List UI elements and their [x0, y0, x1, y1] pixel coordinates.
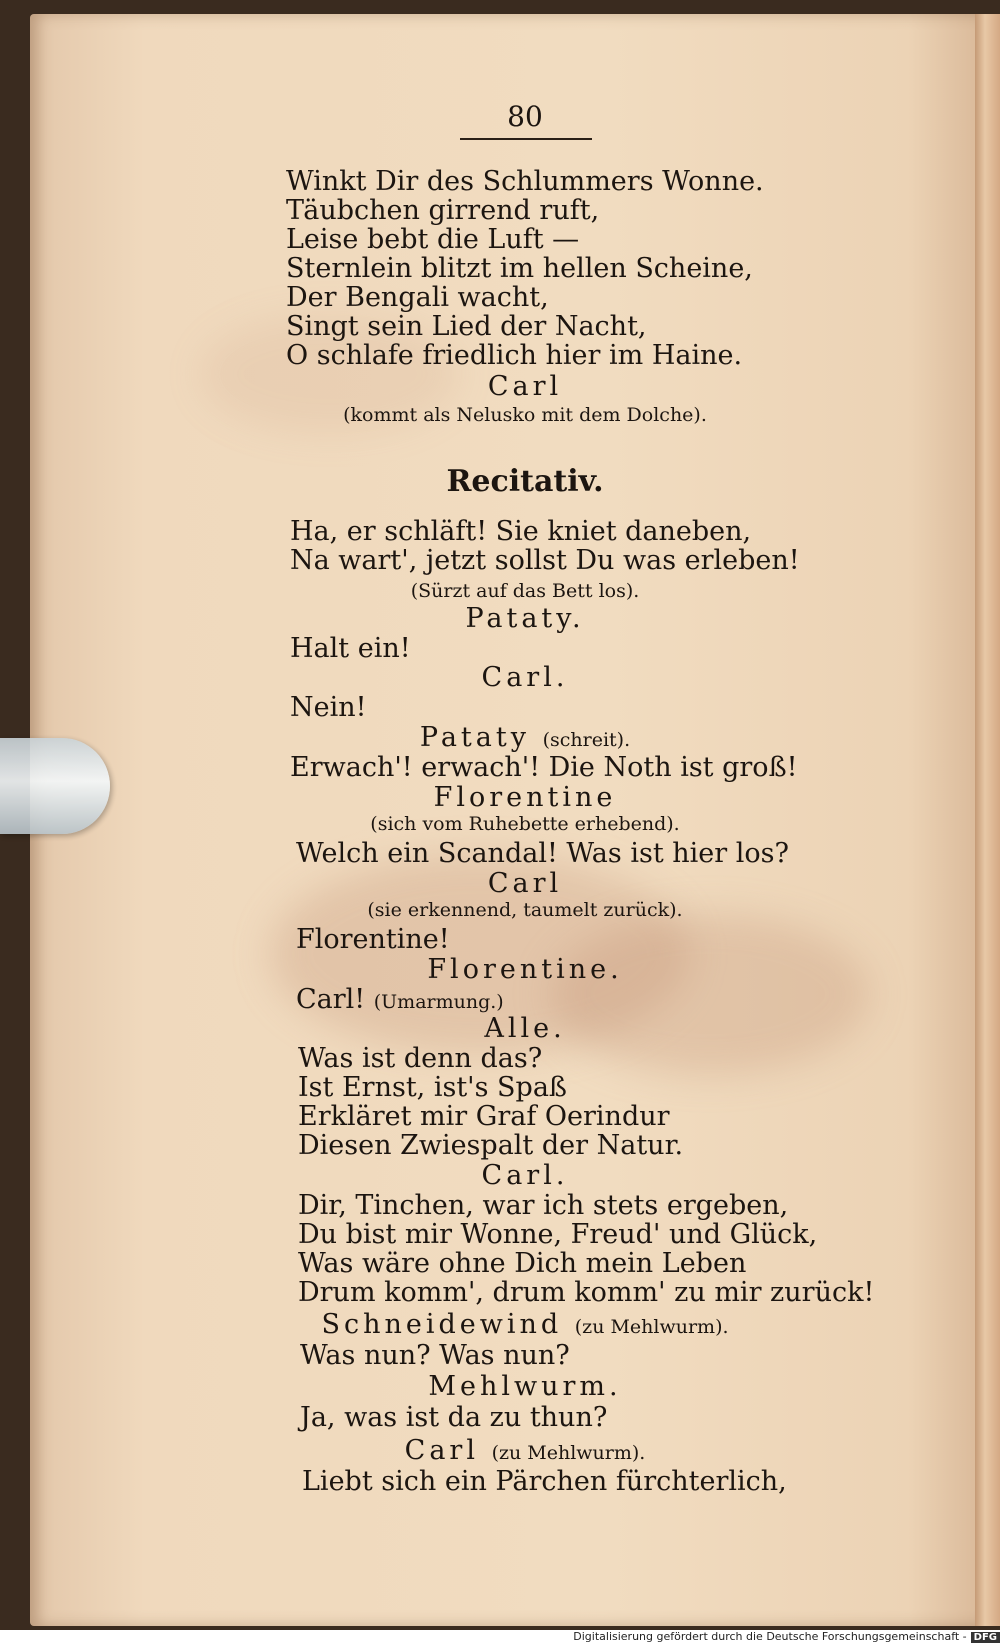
verse-line: Was wäre ohne Dich mein Leben	[298, 1248, 747, 1279]
stage-direction: (schreit).	[542, 729, 631, 751]
verse-line: Erkläret mir Graf Oerindur	[298, 1101, 670, 1132]
stage-direction: (sich vom Ruhebette erhebend).	[370, 813, 680, 835]
dialogue-line: Was nun? Was nun?	[300, 1340, 570, 1371]
verse-line: Drum komm', drum komm' zu mir zurück!	[298, 1277, 875, 1308]
verse-line: Täubchen girrend ruft,	[286, 195, 600, 226]
stage-direction: (Sürzt auf das Bett los).	[410, 580, 640, 602]
verse-line: Na wart', jetzt sollst Du was erleben!	[290, 545, 800, 576]
stage-direction: (Umarmung.)	[373, 991, 504, 1013]
section-heading: Recitativ.	[446, 464, 604, 499]
verse-line: Was ist denn das?	[298, 1043, 543, 1074]
verse-line: O schlafe friedlich hier im Haine.	[286, 340, 743, 371]
dialogue-line: Nein!	[290, 692, 367, 723]
dfg-logo: DFG	[971, 1632, 1000, 1643]
verse-line: Du bist mir Wonne, Freud' und Glück,	[298, 1219, 818, 1250]
digitization-credit	[540, 1630, 1000, 1646]
speaker-name: Mehlwurm.	[428, 1371, 622, 1402]
dialogue-line: Welch ein Scandal! Was ist hier los?	[296, 838, 789, 869]
dialogue-line: Ja, was ist da zu thun?	[300, 1402, 608, 1433]
dialogue-line: Halt ein!	[290, 633, 411, 664]
speaker-name: Carl	[404, 1435, 479, 1466]
verse-line: Ha, er schläft! Sie kniet daneben,	[290, 516, 752, 547]
dialogue-line: Erwach'! erwach'! Die Noth ist groß!	[290, 752, 798, 783]
speaker-name: Schneidewind	[321, 1309, 563, 1340]
verse-line: Winkt Dir des Schlummers Wonne.	[286, 166, 764, 197]
speaker-with-direction	[60, 1435, 990, 1466]
dialogue-text: Carl!	[296, 984, 366, 1015]
stage-direction: (zu Mehlwurm).	[574, 1316, 729, 1338]
dialogue-line-with-direction	[296, 984, 1000, 1015]
speaker-name: Carl	[487, 868, 563, 899]
speaker-name: Carl.	[481, 1160, 569, 1191]
verse-line: Ist Ernst, ist's Spaß	[298, 1072, 567, 1103]
page-number-rule	[460, 138, 592, 140]
speaker-with-direction	[60, 1309, 990, 1340]
credit-text: Digitalisierung gefördert durch die Deutsche Forschungsgemeinschaft -	[573, 1630, 967, 1643]
speaker-name: Alle.	[484, 1013, 566, 1044]
verse-line: Dir, Tinchen, war ich stets ergeben,	[298, 1190, 789, 1221]
verse-line: Leise bebt die Luft —	[286, 224, 580, 255]
page-number: 80	[507, 100, 543, 133]
dialogue-line: Liebt sich ein Pärchen fürchterlich,	[302, 1466, 787, 1497]
stage-direction: (kommt als Nelusko mit dem Dolche).	[343, 404, 707, 426]
verse-line: Diesen Zwiespalt der Natur.	[298, 1130, 684, 1161]
speaker-name: Pataty.	[465, 603, 585, 634]
stage-direction: (zu Mehlwurm).	[491, 1442, 646, 1464]
verse-line: Sternlein blitzt im hellen Scheine,	[286, 253, 753, 284]
verse-line: Der Bengali wacht,	[286, 282, 549, 313]
speaker-name: Pataty	[419, 722, 530, 753]
verse-line: Singt sein Lied der Nacht,	[286, 311, 647, 342]
stage-direction: (sie erkennend, taumelt zurück).	[367, 899, 683, 921]
speaker-name: Carl.	[481, 662, 569, 693]
dialogue-line: Florentine!	[296, 924, 450, 955]
speaker-name: Florentine.	[427, 954, 623, 985]
speaker-name: Carl	[487, 371, 563, 402]
speaker-name: Florentine	[433, 782, 617, 813]
speaker-with-direction	[60, 722, 990, 753]
